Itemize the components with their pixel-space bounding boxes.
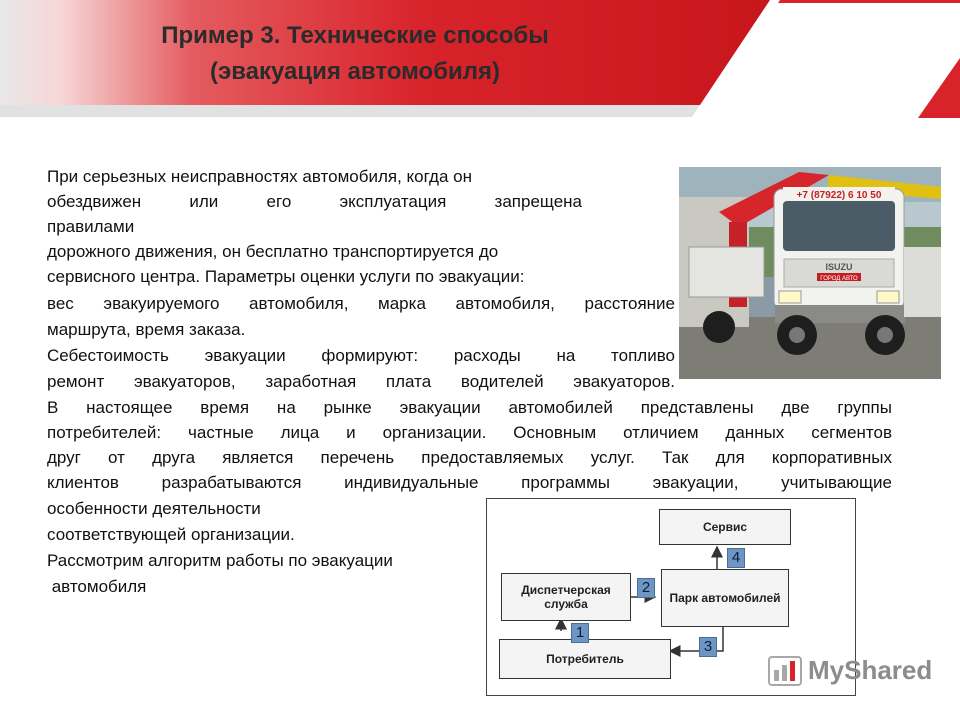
- box-service: Сервис: [659, 509, 791, 545]
- text-line-14: особенности деятельности: [47, 499, 261, 518]
- text-line-5: сервисного центра. Параметры оценки услуги по эвакуации:: [47, 267, 525, 286]
- step-1-badge: 1: [571, 623, 589, 643]
- text-line-9: ремонт эвакуаторов, заработная плата водителей эвакуаторов.: [47, 372, 675, 391]
- box-consumer: Потребитель: [499, 639, 671, 679]
- header-banner: [0, 0, 960, 125]
- box-dispatch: Диспетчерская служба: [501, 573, 631, 621]
- text-line-8: Себестоимость эвакуации формируют: расходы на топливо: [47, 346, 675, 365]
- text-line-7: маршрута, время заказа.: [47, 320, 246, 339]
- step-2-badge: 2: [637, 578, 655, 598]
- text-line-10: В настоящее время на рынке эвакуации автомобилей представлены две группы: [47, 398, 892, 417]
- text-line-2: обездвижен или его эксплуатация запрещена: [47, 192, 582, 211]
- text-line-11: потребителей: частные лица и организации. Основным отличием данных сегментов: [47, 423, 892, 442]
- truck-brand: ISUZU: [825, 262, 853, 272]
- watermark-text: MyShared: [808, 655, 933, 685]
- text-line-3: правилами: [47, 217, 135, 236]
- title-line-1: Пример 3. Технические способы: [161, 22, 549, 49]
- step-4-badge: 4: [727, 548, 745, 568]
- truck-sign: ГОРОД АВТО: [820, 276, 858, 282]
- title-line-2: (эвакуация автомобиля): [209, 58, 501, 85]
- truck-phone: +7 (87922) 6 10 50: [796, 190, 882, 201]
- myshared-logo-icon: [768, 656, 802, 686]
- box-park: Парк автомобилей: [661, 569, 789, 627]
- tow-truck-photo: [679, 167, 941, 379]
- text-line-13: клиентов разрабатываются индивидуальные программы эвакуации, учитывающие: [47, 473, 892, 492]
- watermark: [768, 655, 932, 686]
- text-line-15: соответствующей организации.: [47, 525, 295, 544]
- step-3-badge: 3: [699, 637, 717, 657]
- text-line-16: Рассмотрим алгоритм работы по эвакуации: [47, 551, 393, 570]
- text-line-12: друг от друга является перечень предоставляемых услуг. Так для корпоративных: [47, 448, 892, 467]
- page-title: [90, 18, 620, 90]
- text-line-1: При серьезных неисправностях автомобиля, когда он: [47, 167, 472, 186]
- text-line-4: дорожного движения, он бесплатно транспортируется до: [47, 242, 499, 261]
- text-line-17: автомобиля: [47, 577, 147, 596]
- text-line-6: вес эвакуируемого автомобиля, марка автомобиля, расстояние: [47, 294, 675, 313]
